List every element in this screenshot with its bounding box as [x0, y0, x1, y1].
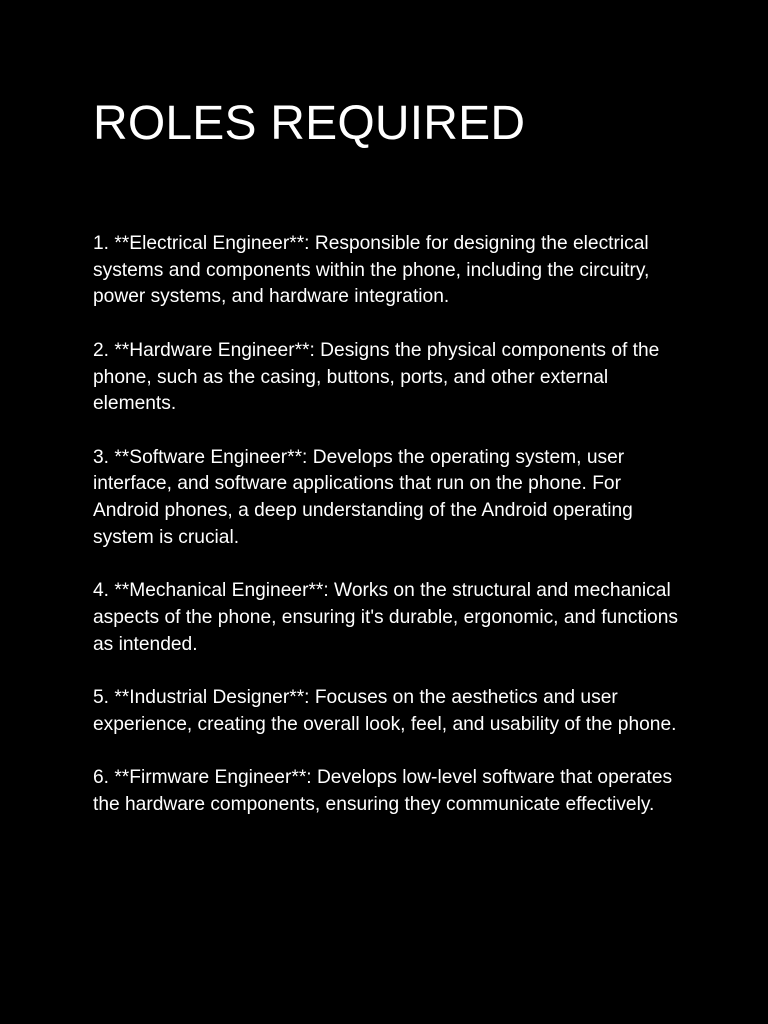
role-item-firmware-engineer: 6. **Firmware Engineer**: Develops low-level software that operates the hardware components, ensuring they communicate effectively.	[93, 766, 673, 815]
role-item-hardware-engineer: 2. **Hardware Engineer**: Designs the physical components of the phone, such as the casing, buttons, ports, and other external elements.	[93, 339, 660, 415]
role-item-electrical-engineer: 1. **Electrical Engineer**: Responsible for designing the electrical systems and components within the phone, including the circuitry, power systems, and hardware integration.	[93, 233, 650, 308]
role-item-industrial-designer: 5. **Industrial Designer**: Focuses on the aesthetics and user experience, creating the overall look, feel, and usability of the phone.	[93, 686, 677, 735]
slide-title: ROLES REQUIRED	[93, 97, 526, 150]
role-item-software-engineer: 3. **Software Engineer**: Develops the operating system, user interface, and software applications that run on the phone. For Android phones, a deep understanding of the Android operating system is crucial.	[93, 446, 633, 548]
roles-list	[93, 231, 683, 818]
role-item-mechanical-engineer: 4. **Mechanical Engineer**: Works on the structural and mechanical aspects of the phone, ensuring it's durable, ergonomic, and functions as intended.	[93, 580, 678, 655]
